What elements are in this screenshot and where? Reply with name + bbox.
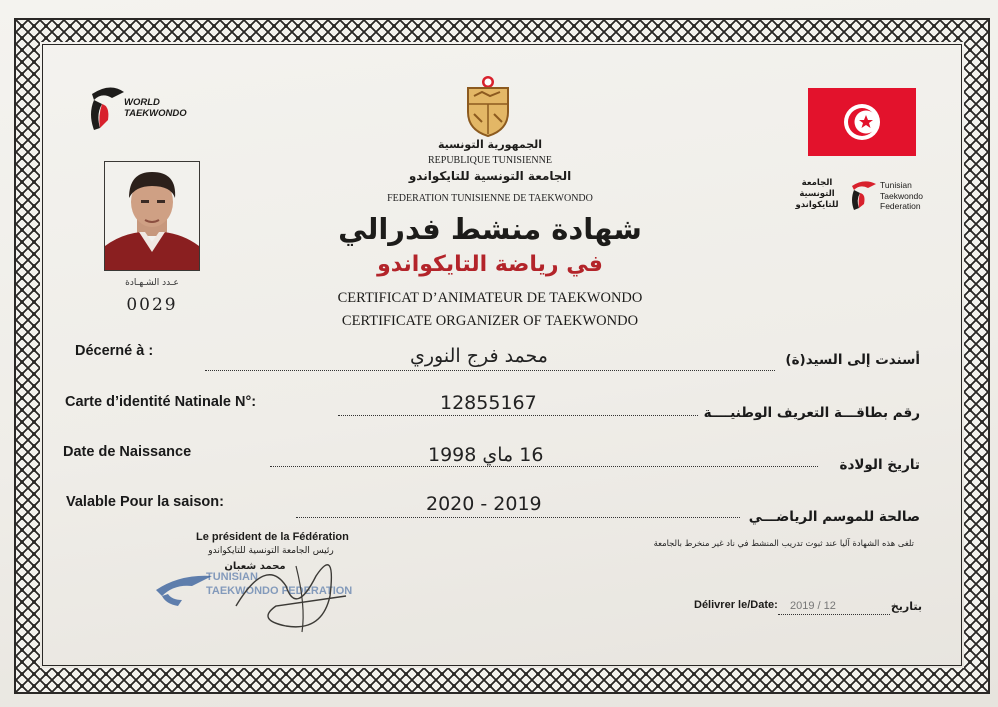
delivered-line bbox=[778, 614, 890, 615]
world-taekwondo-logo-text: WORLD TAEKWONDO bbox=[124, 97, 187, 119]
border-band-top bbox=[16, 20, 988, 42]
field-line-recipient bbox=[205, 370, 775, 371]
field-line-season bbox=[296, 517, 740, 518]
field-line-birth-date bbox=[270, 466, 818, 467]
photo bbox=[104, 161, 200, 271]
president-signature-icon bbox=[226, 546, 356, 636]
coat-of-arms-icon bbox=[460, 74, 516, 138]
title-french: CERTIFICAT D’ANIMATEUR DE TAEKWONDO bbox=[337, 290, 643, 306]
federation-stamp-text: TUNISIAN TAEKWONDO FEDERATION bbox=[206, 571, 353, 597]
president-title-arabic: رئيس الجامعة التونسية للتايكواندو bbox=[208, 546, 334, 556]
delivered-label-french: Délivrer le/Date: bbox=[694, 599, 778, 611]
certificate-number: 0029 bbox=[126, 295, 178, 315]
field-value-birth-date: 16 ماي 1998 bbox=[428, 444, 544, 466]
person-photo-icon bbox=[105, 162, 199, 270]
delivered-label-arabic: بتاريخ bbox=[890, 600, 922, 613]
border-band-bottom bbox=[16, 668, 988, 692]
border-band-left bbox=[16, 20, 40, 692]
federation-french: FEDERATION TUNISIENNE DE TAEKWONDO bbox=[387, 193, 593, 204]
field-label-recipient: Décerné à : bbox=[75, 343, 154, 359]
federation-logo-english: Tunisian Taekwondo Federation bbox=[880, 180, 924, 211]
delivered-value: 2019 / 12 bbox=[790, 600, 836, 612]
title-english: CERTIFICATE ORGANIZER OF TAEKWONDO bbox=[341, 313, 639, 329]
republic-french: REPUBLIQUE TUNISIENNE bbox=[428, 155, 552, 166]
field-label-birth-date: Date de Naissance bbox=[63, 444, 192, 460]
tunisia-flag bbox=[808, 88, 916, 156]
flag-emblem-icon bbox=[808, 88, 916, 156]
field-line-id-card bbox=[338, 415, 698, 416]
title-arabic-main: شهادة منشط فدرالي bbox=[338, 212, 642, 246]
field-label-season-arabic: صالحة للموسم الرياضـــي bbox=[748, 509, 920, 525]
republic-arabic: الجمهورية التونسية bbox=[437, 138, 543, 151]
federation-logo-arabic: الجامعة التونسية للتايكواندو bbox=[795, 178, 839, 210]
president-name-arabic: محمد شعبان bbox=[224, 561, 286, 572]
president-title-french: Le président de la Fédération bbox=[196, 531, 349, 543]
field-label-id-card-arabic: رقم بطاقـــة التعريف الوطنيــــة bbox=[703, 405, 920, 421]
world-taekwondo-logo-icon bbox=[86, 80, 128, 138]
federation-arabic: الجامعة التونسية للتايكواندو bbox=[408, 169, 572, 183]
title-arabic-sub: في رياضة التايكواندو bbox=[377, 252, 603, 277]
notice-arabic: تلغى هذه الشهادة آليا عند ثبوت تدريب المنشط في ناد غير منخرط بالجامعة bbox=[653, 538, 914, 548]
field-label-season: Valable Pour la saison: bbox=[66, 494, 224, 510]
field-value-recipient: محمد فرج النوري bbox=[410, 345, 548, 367]
field-value-season: 2019 - 2020 bbox=[426, 493, 542, 515]
field-label-id-card: Carte d’identité Natinale N°: bbox=[65, 394, 257, 410]
field-label-birth-date-arabic: تاريخ الولادة bbox=[839, 457, 920, 473]
border-band-right bbox=[964, 20, 988, 692]
federation-logo-icon bbox=[848, 178, 878, 212]
certificate-number-label: عـدد الشـهـادة bbox=[125, 278, 179, 288]
field-label-recipient-arabic: أسندت إلى السيد(ة) bbox=[785, 352, 920, 368]
field-value-id-card: 12855167 bbox=[440, 392, 537, 414]
